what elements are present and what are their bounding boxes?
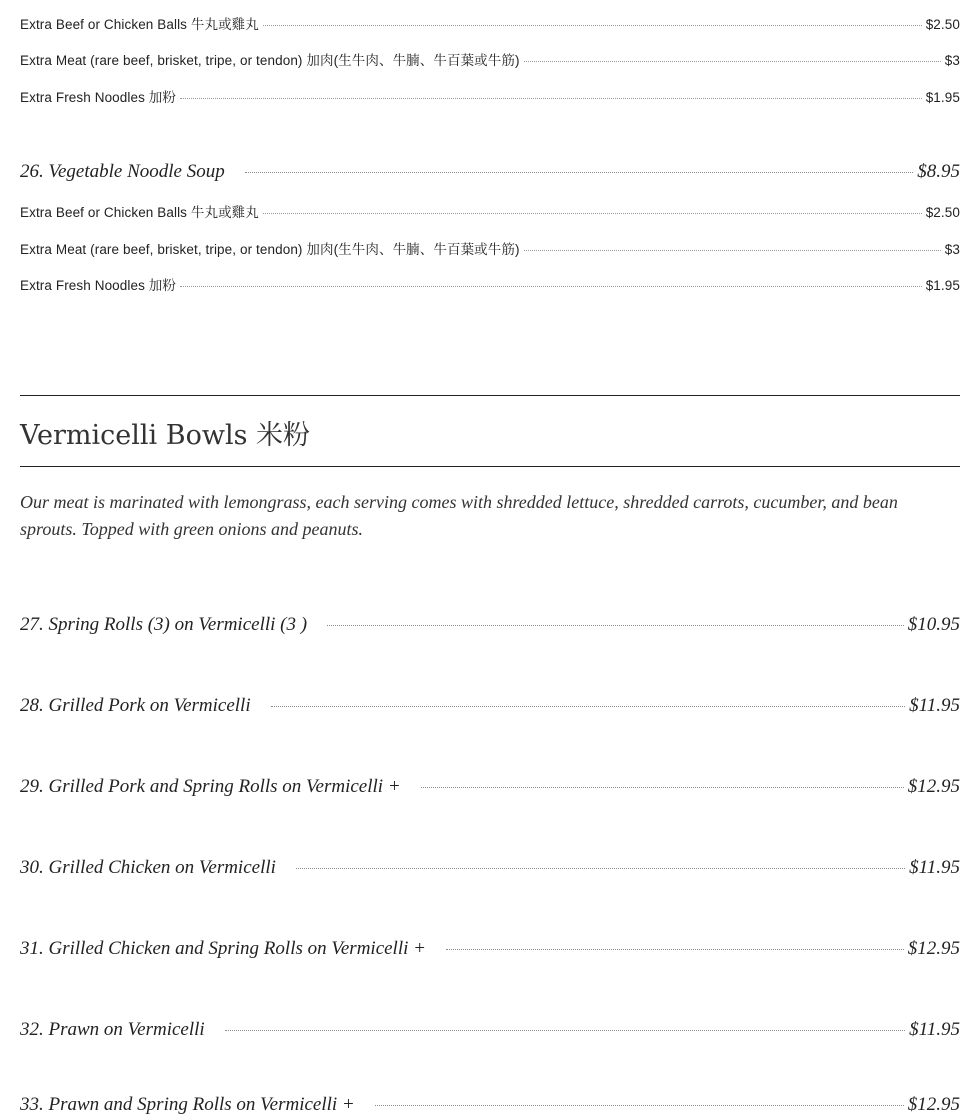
- item-price: $12.95: [907, 938, 960, 959]
- leader-dots: [225, 1030, 905, 1031]
- leader-dots: [245, 172, 914, 173]
- addon-row: [20, 274, 960, 294]
- item-price: $8.95: [917, 161, 960, 182]
- leader-dots: [421, 787, 904, 788]
- menu-item: [20, 614, 960, 636]
- item-name: 31. Grilled Chicken and Spring Rolls on Vermicelli +: [20, 938, 426, 959]
- addon-price: $3: [944, 53, 960, 68]
- addon-price: $1.95: [925, 278, 960, 293]
- leader-dots: [263, 213, 922, 214]
- section-bottom-divider: [20, 466, 960, 467]
- addon-name: Extra Fresh Noodles 加粉: [20, 278, 176, 293]
- menu-item: [20, 857, 960, 879]
- section-top-divider: [20, 395, 960, 396]
- item-name: 32. Prawn on Vermicelli: [20, 1019, 205, 1040]
- item-name: 26. Vegetable Noodle Soup: [20, 161, 225, 182]
- leader-dots: [180, 98, 922, 99]
- leader-dots: [263, 25, 922, 26]
- addon-row: [20, 238, 960, 258]
- item-name: 27. Spring Rolls (3) on Vermicelli (3 ): [20, 614, 308, 635]
- addon-row: [20, 201, 960, 221]
- leader-dots: [446, 949, 904, 950]
- section-description: Our meat is marinated with lemongrass, each serving comes with shredded lettuce, shredded carrots, cucumber, and bean sprouts. Topped with green onions and peanuts.: [20, 492, 898, 539]
- menu-item: [20, 1019, 960, 1041]
- addon-price: $1.95: [925, 90, 960, 105]
- leader-dots: [180, 286, 922, 287]
- menu-item: [20, 1094, 960, 1116]
- addon-name: Extra Fresh Noodles 加粉: [20, 90, 176, 105]
- leader-dots: [271, 706, 906, 707]
- addon-row: [20, 86, 960, 106]
- item-price: $10.95: [907, 614, 960, 635]
- addon-price: $3: [944, 242, 960, 257]
- item-price: $11.95: [909, 695, 960, 716]
- leader-dots: [524, 61, 941, 62]
- addon-price: $2.50: [925, 205, 960, 220]
- addon-name: Extra Meat (rare beef, brisket, tripe, or tendon) 加肉(生牛肉、牛腩、牛百葉或牛筋): [20, 242, 520, 257]
- item-price: $12.95: [907, 1094, 960, 1115]
- item-name: 28. Grilled Pork on Vermicelli: [20, 695, 251, 716]
- leader-dots: [296, 868, 905, 869]
- item-price: $12.95: [907, 776, 960, 797]
- menu-item: [20, 695, 960, 717]
- addon-name: Extra Beef or Chicken Balls 牛丸或雞丸: [20, 17, 259, 32]
- addon-name: Extra Meat (rare beef, brisket, tripe, or tendon) 加肉(生牛肉、牛腩、牛百葉或牛筋): [20, 53, 520, 68]
- item-price: $11.95: [909, 1019, 960, 1040]
- item-name: 29. Grilled Pork and Spring Rolls on Vermicelli +: [20, 776, 401, 797]
- addon-row: [20, 13, 960, 33]
- leader-dots: [327, 625, 904, 626]
- section-title: Vermicelli Bowls 米粉: [20, 420, 311, 451]
- addon-row: [20, 49, 960, 69]
- item-name: 33. Prawn and Spring Rolls on Vermicelli +: [20, 1094, 355, 1115]
- menu-item: [20, 776, 960, 798]
- item-name: 30. Grilled Chicken on Vermicelli: [20, 857, 276, 878]
- addon-price: $2.50: [925, 17, 960, 32]
- leader-dots: [524, 250, 941, 251]
- menu-item: [20, 938, 960, 960]
- item-price: $11.95: [909, 857, 960, 878]
- addon-name: Extra Beef or Chicken Balls 牛丸或雞丸: [20, 205, 259, 220]
- menu-item: [20, 161, 960, 183]
